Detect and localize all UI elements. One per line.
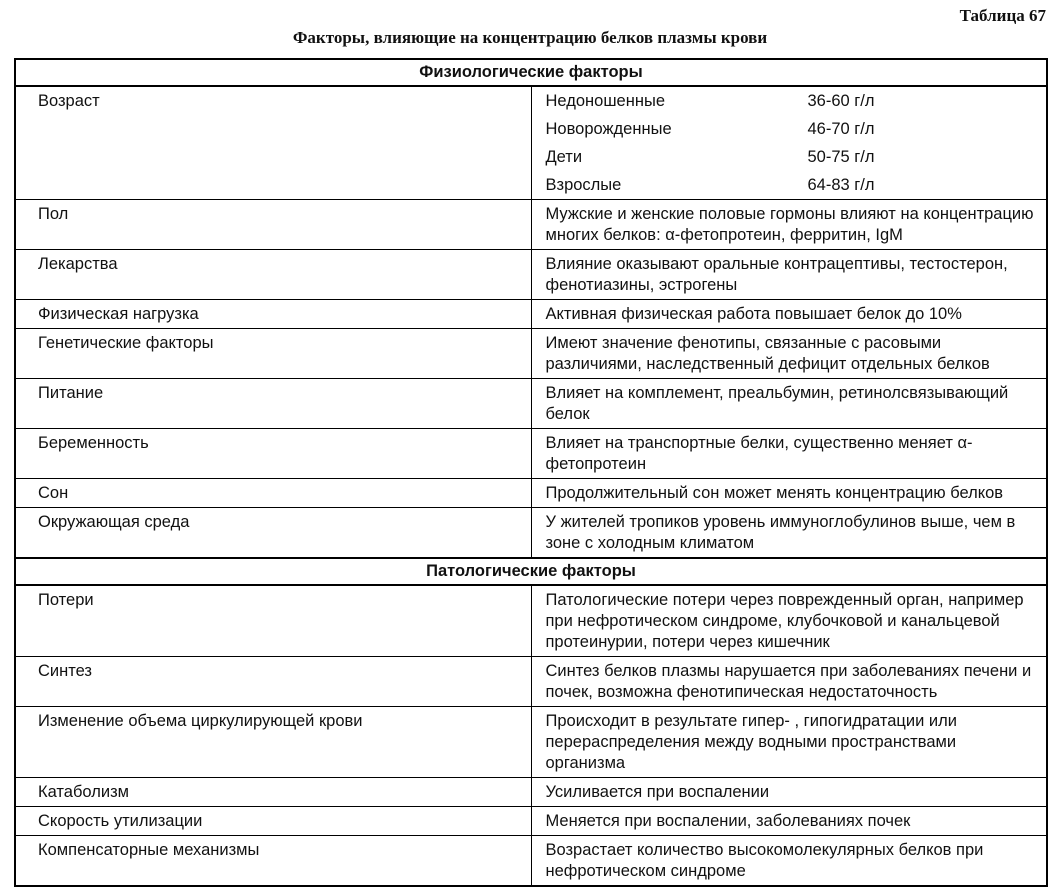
table-row (15, 707, 1047, 778)
table-title: Факторы, влияющие на концентрацию белков плазмы крови (292, 28, 768, 47)
factor-cell: Питание (15, 379, 531, 429)
table-row (15, 479, 1047, 508)
table-row (15, 657, 1047, 707)
factor-cell: Изменение объема циркулирующей крови (15, 707, 531, 778)
table-row (15, 585, 1047, 657)
age-group: Новорожденные (545, 120, 672, 138)
factor-cell: Потери (15, 585, 531, 657)
table-row (15, 379, 1047, 429)
factor-cell: Пол (15, 200, 531, 250)
age-values-cell (531, 86, 1047, 200)
age-group: Недоношенные (545, 92, 665, 110)
age-value: 50-75 г/л (807, 148, 875, 166)
factor-cell: Катаболизм (15, 778, 531, 807)
factor-cell: Возраст (15, 86, 531, 200)
factor-cell: Скорость утилизации (15, 807, 531, 836)
description-cell: Продолжительный сон может менять концентрацию белков (531, 479, 1047, 508)
table-row (15, 778, 1047, 807)
age-value: 64-83 г/л (807, 176, 875, 194)
table-number: Таблица 67 (959, 6, 1046, 25)
factor-cell: Лекарства (15, 250, 531, 300)
description-cell: У жителей тропиков уровень иммуноглобулинов выше, чем в зоне с холодным климатом (531, 508, 1047, 559)
table-row (15, 200, 1047, 250)
factor-cell: Сон (15, 479, 531, 508)
table-row (15, 250, 1047, 300)
description-cell: Патологические потери через поврежденный орган, например при нефротическом синдроме, клубочковой и канальцевой протеинурии, потери через кишечник (531, 585, 1047, 657)
table-row (15, 329, 1047, 379)
factor-cell: Беременность (15, 429, 531, 479)
factor-cell: Окружающая среда (15, 508, 531, 559)
age-value: 36-60 г/л (807, 92, 875, 110)
description-cell: Происходит в результате гипер- , гипогидратации или перераспределения между водными пространствами организма (531, 707, 1047, 778)
description-cell: Усиливается при воспалении (531, 778, 1047, 807)
age-group: Дети (545, 148, 583, 166)
description-cell: Имеют значение фенотипы, связанные с расовыми различиями, наследственный дефицит отдельных белков (531, 329, 1047, 379)
table-row (15, 807, 1047, 836)
age-grid (546, 91, 1039, 196)
table-row (15, 508, 1047, 559)
section-header-row (15, 59, 1047, 86)
table-row (15, 836, 1047, 887)
factors-table (14, 58, 1048, 887)
age-group: Взрослые (545, 176, 622, 194)
table-row-age (15, 86, 1047, 200)
section-header-row (15, 558, 1047, 585)
factor-cell: Компенсаторные механизмы (15, 836, 531, 887)
description-cell: Активная физическая работа повышает белок до 10% (531, 300, 1047, 329)
section-pathological: Патологические факторы (15, 558, 1047, 585)
factor-cell: Генетические факторы (15, 329, 531, 379)
description-cell: Мужские и женские половые гормоны влияют на концентрацию многих белков: α-фетопротеин, ферритин, IgM (531, 200, 1047, 250)
description-cell: Синтез белков плазмы нарушается при заболеваниях печени и почек, возможна фенотипическая недостаточность (531, 657, 1047, 707)
description-cell: Влияет на транспортные белки, существенно меняет α-фетопротеин (531, 429, 1047, 479)
description-cell: Меняется при воспалении, заболеваниях почек (531, 807, 1047, 836)
table-row (15, 300, 1047, 329)
description-cell: Влияет на комплемент, преальбумин, ретинолсвязывающий белок (531, 379, 1047, 429)
section-physiological: Физиологические факторы (15, 59, 1047, 86)
description-cell: Влияние оказывают оральные контрацептивы, тестостерон, фенотиазины, эстрогены (531, 250, 1047, 300)
factor-cell: Физическая нагрузка (15, 300, 531, 329)
factor-cell: Синтез (15, 657, 531, 707)
table-row (15, 429, 1047, 479)
description-cell: Возрастает количество высокомолекулярных белков при нефротическом синдроме (531, 836, 1047, 887)
age-value: 46-70 г/л (807, 120, 875, 138)
